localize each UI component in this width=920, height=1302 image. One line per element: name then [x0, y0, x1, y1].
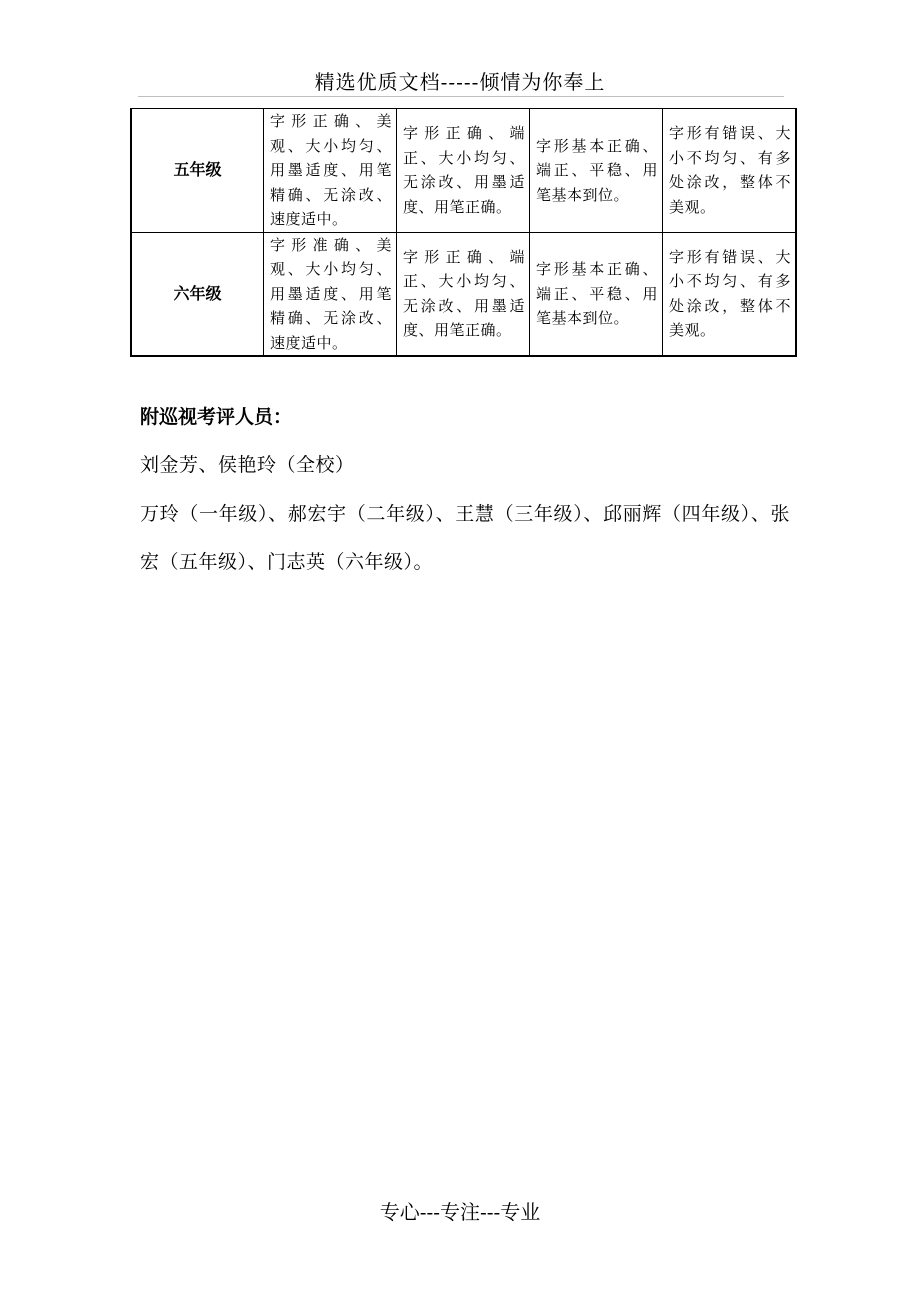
- evaluation-table: [130, 108, 797, 357]
- page-footer: 专心---专注---专业: [379, 1200, 541, 1224]
- criteria-text: 字形基本正确、端正、平稳、用笔基本到位。: [536, 136, 658, 204]
- criteria-text: 字形有错误、大小不均匀、有多处涂改，整体不美观。: [669, 124, 791, 216]
- criteria-cell: [397, 109, 530, 233]
- criteria-text: 字形正确、端正、大小均匀、无涂改、用墨适度、用笔正确。: [403, 247, 525, 340]
- criteria-text: 字形有错误、大小不均匀、有多处涂改，整体不美观。: [669, 247, 791, 340]
- criteria-cell: [530, 232, 663, 356]
- section-title: 附巡视考评人员：: [140, 406, 293, 428]
- grade-cell: 六年级: [131, 232, 264, 356]
- table-row: [131, 232, 796, 356]
- criteria-cell: [264, 109, 397, 233]
- criteria-cell: [530, 109, 663, 233]
- criteria-cell: [397, 232, 530, 356]
- criteria-cell: [663, 232, 797, 356]
- table-row: [131, 109, 796, 233]
- evaluator-list-school: 刘金芳、侯艳玲（全校）: [140, 454, 355, 476]
- criteria-cell: [264, 232, 397, 356]
- criteria-text: 字形正确、美观、大小均匀、用墨适度、用笔精确、无涂改、速度适中。: [270, 112, 392, 228]
- criteria-text: 字形准确、美观、大小均匀、用墨适度、用笔精确、无涂改、速度适中。: [270, 235, 392, 352]
- criteria-text: 字形正确、端正、大小均匀、无涂改、用墨适度、用笔正确。: [403, 124, 525, 216]
- page-header: 精选优质文档-----倾情为你奉上: [314, 70, 606, 94]
- criteria-text: 字形基本正确、端正、平稳、用笔基本到位。: [536, 260, 658, 327]
- evaluator-list-grades: 万玲（一年级）、郝宏宇（二年级）、王慧（三年级）、邱丽辉（四年级）、张宏（五年级）、门志英（六年级）。: [140, 503, 790, 573]
- header-divider: [138, 96, 784, 97]
- criteria-cell: [663, 109, 797, 233]
- grade-cell: 五年级: [131, 109, 264, 233]
